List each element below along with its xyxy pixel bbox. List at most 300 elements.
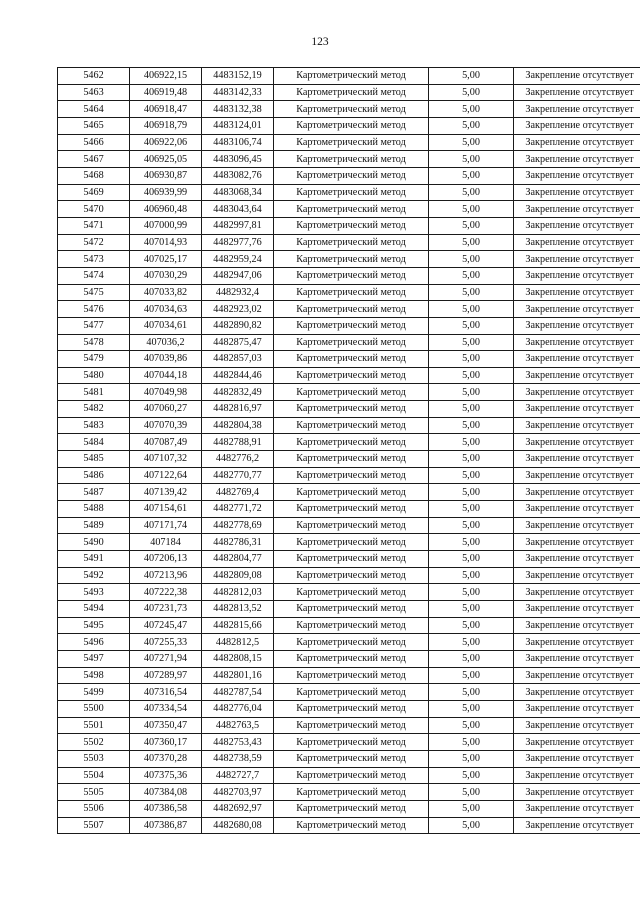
accuracy-cell: 5,00 [429, 68, 514, 85]
fixing-cell: Закрепление отсутствует [514, 367, 640, 384]
x-coordinate-cell: 407087,49 [130, 434, 202, 451]
x-coordinate-cell: 406919,48 [130, 84, 202, 101]
method-cell: Картометрический метод [274, 551, 429, 568]
y-coordinate-cell: 4482844,46 [202, 367, 274, 384]
point-number-cell: 5463 [58, 84, 130, 101]
y-coordinate-cell: 4482932,4 [202, 284, 274, 301]
x-coordinate-cell: 407289,97 [130, 667, 202, 684]
table-row [58, 767, 640, 784]
x-coordinate-cell: 407245,47 [130, 617, 202, 634]
method-cell: Картометрический метод [274, 817, 429, 834]
fixing-cell: Закрепление отсутствует [514, 251, 640, 268]
point-number-cell: 5501 [58, 717, 130, 734]
y-coordinate-cell: 4483132,38 [202, 101, 274, 118]
accuracy-cell: 5,00 [429, 800, 514, 817]
method-cell: Картометрический метод [274, 584, 429, 601]
point-number-cell: 5497 [58, 650, 130, 667]
table-row [58, 750, 640, 767]
table-row [58, 134, 640, 151]
x-coordinate-cell: 407139,42 [130, 484, 202, 501]
y-coordinate-cell: 4482776,2 [202, 451, 274, 468]
x-coordinate-cell: 407034,61 [130, 317, 202, 334]
x-coordinate-cell: 407370,28 [130, 750, 202, 767]
point-number-cell: 5475 [58, 284, 130, 301]
method-cell: Картометрический метод [274, 367, 429, 384]
method-cell: Картометрический метод [274, 617, 429, 634]
point-number-cell: 5483 [58, 417, 130, 434]
x-coordinate-cell: 407039,86 [130, 351, 202, 368]
point-number-cell: 5485 [58, 451, 130, 468]
y-coordinate-cell: 4482875,47 [202, 334, 274, 351]
point-number-cell: 5502 [58, 734, 130, 751]
accuracy-cell: 5,00 [429, 184, 514, 201]
y-coordinate-cell: 4482680,08 [202, 817, 274, 834]
y-coordinate-cell: 4482788,91 [202, 434, 274, 451]
point-number-cell: 5469 [58, 184, 130, 201]
accuracy-cell: 5,00 [429, 151, 514, 168]
x-coordinate-cell: 407044,18 [130, 367, 202, 384]
fixing-cell: Закрепление отсутствует [514, 467, 640, 484]
x-coordinate-cell: 406939,99 [130, 184, 202, 201]
table-row [58, 217, 640, 234]
table-row [58, 334, 640, 351]
y-coordinate-cell: 4482804,38 [202, 417, 274, 434]
y-coordinate-cell: 4482815,66 [202, 617, 274, 634]
x-coordinate-cell: 407154,61 [130, 501, 202, 518]
fixing-cell: Закрепление отсутствует [514, 700, 640, 717]
accuracy-cell: 5,00 [429, 784, 514, 801]
method-cell: Картометрический метод [274, 184, 429, 201]
table-row [58, 800, 640, 817]
accuracy-cell: 5,00 [429, 617, 514, 634]
fixing-cell: Закрепление отсутствует [514, 434, 640, 451]
x-coordinate-cell: 407375,36 [130, 767, 202, 784]
y-coordinate-cell: 4482738,59 [202, 750, 274, 767]
x-coordinate-cell: 407255,33 [130, 634, 202, 651]
accuracy-cell: 5,00 [429, 700, 514, 717]
method-cell: Картометрический метод [274, 117, 429, 134]
point-number-cell: 5494 [58, 601, 130, 618]
table-row [58, 584, 640, 601]
x-coordinate-cell: 407384,08 [130, 784, 202, 801]
point-number-cell: 5504 [58, 767, 130, 784]
accuracy-cell: 5,00 [429, 134, 514, 151]
fixing-cell: Закрепление отсутствует [514, 684, 640, 701]
y-coordinate-cell: 4483082,76 [202, 167, 274, 184]
point-number-cell: 5470 [58, 201, 130, 218]
fixing-cell: Закрепление отсутствует [514, 451, 640, 468]
x-coordinate-cell: 407030,29 [130, 267, 202, 284]
x-coordinate-cell: 407107,32 [130, 451, 202, 468]
accuracy-cell: 5,00 [429, 101, 514, 118]
accuracy-cell: 5,00 [429, 750, 514, 767]
method-cell: Картометрический метод [274, 717, 429, 734]
table-row [58, 501, 640, 518]
accuracy-cell: 5,00 [429, 251, 514, 268]
point-number-cell: 5500 [58, 700, 130, 717]
accuracy-cell: 5,00 [429, 401, 514, 418]
x-coordinate-cell: 407222,38 [130, 584, 202, 601]
accuracy-cell: 5,00 [429, 717, 514, 734]
table-row [58, 700, 640, 717]
point-number-cell: 5506 [58, 800, 130, 817]
method-cell: Картометрический метод [274, 151, 429, 168]
accuracy-cell: 5,00 [429, 417, 514, 434]
method-cell: Картометрический метод [274, 501, 429, 518]
table-row [58, 417, 640, 434]
method-cell: Картометрический метод [274, 401, 429, 418]
point-number-cell: 5507 [58, 817, 130, 834]
method-cell: Картометрический метод [274, 301, 429, 318]
y-coordinate-cell: 4482808,15 [202, 650, 274, 667]
table-row [58, 567, 640, 584]
coordinates-table-body [58, 68, 640, 834]
table-row [58, 517, 640, 534]
table-row [58, 301, 640, 318]
accuracy-cell: 5,00 [429, 467, 514, 484]
method-cell: Картометрический метод [274, 417, 429, 434]
fixing-cell: Закрепление отсутствует [514, 551, 640, 568]
fixing-cell: Закрепление отсутствует [514, 68, 640, 85]
table-row [58, 650, 640, 667]
fixing-cell: Закрепление отсутствует [514, 634, 640, 651]
point-number-cell: 5462 [58, 68, 130, 85]
point-number-cell: 5491 [58, 551, 130, 568]
y-coordinate-cell: 4482812,5 [202, 634, 274, 651]
y-coordinate-cell: 4482692,97 [202, 800, 274, 817]
table-row [58, 534, 640, 551]
method-cell: Картометрический метод [274, 650, 429, 667]
point-number-cell: 5471 [58, 217, 130, 234]
accuracy-cell: 5,00 [429, 734, 514, 751]
accuracy-cell: 5,00 [429, 301, 514, 318]
x-coordinate-cell: 406960,48 [130, 201, 202, 218]
fixing-cell: Закрепление отсутствует [514, 534, 640, 551]
accuracy-cell: 5,00 [429, 650, 514, 667]
point-number-cell: 5495 [58, 617, 130, 634]
method-cell: Картометрический метод [274, 284, 429, 301]
x-coordinate-cell: 406925,05 [130, 151, 202, 168]
accuracy-cell: 5,00 [429, 167, 514, 184]
method-cell: Картометрический метод [274, 251, 429, 268]
table-row [58, 667, 640, 684]
x-coordinate-cell: 407033,82 [130, 284, 202, 301]
method-cell: Картометрический метод [274, 101, 429, 118]
point-number-cell: 5480 [58, 367, 130, 384]
point-number-cell: 5499 [58, 684, 130, 701]
fixing-cell: Закрепление отсутствует [514, 401, 640, 418]
accuracy-cell: 5,00 [429, 767, 514, 784]
accuracy-cell: 5,00 [429, 601, 514, 618]
x-coordinate-cell: 406918,79 [130, 117, 202, 134]
fixing-cell: Закрепление отсутствует [514, 234, 640, 251]
y-coordinate-cell: 4482801,16 [202, 667, 274, 684]
accuracy-cell: 5,00 [429, 584, 514, 601]
accuracy-cell: 5,00 [429, 234, 514, 251]
y-coordinate-cell: 4482778,69 [202, 517, 274, 534]
point-number-cell: 5484 [58, 434, 130, 451]
table-row [58, 817, 640, 834]
point-number-cell: 5472 [58, 234, 130, 251]
fixing-cell: Закрепление отсутствует [514, 817, 640, 834]
fixing-cell: Закрепление отсутствует [514, 84, 640, 101]
method-cell: Картометрический метод [274, 317, 429, 334]
y-coordinate-cell: 4483068,34 [202, 184, 274, 201]
fixing-cell: Закрепление отсутствует [514, 734, 640, 751]
x-coordinate-cell: 407025,17 [130, 251, 202, 268]
table-row [58, 184, 640, 201]
point-number-cell: 5467 [58, 151, 130, 168]
method-cell: Картометрический метод [274, 567, 429, 584]
fixing-cell: Закрепление отсутствует [514, 667, 640, 684]
point-number-cell: 5489 [58, 517, 130, 534]
coordinates-table [57, 67, 640, 834]
x-coordinate-cell: 407184 [130, 534, 202, 551]
x-coordinate-cell: 407386,87 [130, 817, 202, 834]
fixing-cell: Закрепление отсутствует [514, 784, 640, 801]
point-number-cell: 5496 [58, 634, 130, 651]
y-coordinate-cell: 4482771,72 [202, 501, 274, 518]
y-coordinate-cell: 4483152,19 [202, 68, 274, 85]
fixing-cell: Закрепление отсутствует [514, 417, 640, 434]
point-number-cell: 5493 [58, 584, 130, 601]
table-row [58, 151, 640, 168]
table-row [58, 84, 640, 101]
y-coordinate-cell: 4483106,74 [202, 134, 274, 151]
page-number: 123 [311, 36, 329, 48]
accuracy-cell: 5,00 [429, 684, 514, 701]
y-coordinate-cell: 4482753,43 [202, 734, 274, 751]
point-number-cell: 5505 [58, 784, 130, 801]
y-coordinate-cell: 4482959,24 [202, 251, 274, 268]
fixing-cell: Закрепление отсутствует [514, 101, 640, 118]
point-number-cell: 5466 [58, 134, 130, 151]
x-coordinate-cell: 407036,2 [130, 334, 202, 351]
point-number-cell: 5482 [58, 401, 130, 418]
table-row [58, 601, 640, 618]
point-number-cell: 5477 [58, 317, 130, 334]
table-row [58, 201, 640, 218]
fixing-cell: Закрепление отсутствует [514, 517, 640, 534]
y-coordinate-cell: 4482923,02 [202, 301, 274, 318]
y-coordinate-cell: 4483043,64 [202, 201, 274, 218]
table-row [58, 684, 640, 701]
method-cell: Картометрический метод [274, 700, 429, 717]
x-coordinate-cell: 407034,63 [130, 301, 202, 318]
point-number-cell: 5464 [58, 101, 130, 118]
table-row [58, 617, 640, 634]
fixing-cell: Закрепление отсутствует [514, 617, 640, 634]
point-number-cell: 5476 [58, 301, 130, 318]
table-row [58, 434, 640, 451]
method-cell: Картометрический метод [274, 68, 429, 85]
point-number-cell: 5481 [58, 384, 130, 401]
y-coordinate-cell: 4482832,49 [202, 384, 274, 401]
x-coordinate-cell: 407049,98 [130, 384, 202, 401]
method-cell: Картометрический метод [274, 84, 429, 101]
point-number-cell: 5490 [58, 534, 130, 551]
point-number-cell: 5474 [58, 267, 130, 284]
x-coordinate-cell: 407386,58 [130, 800, 202, 817]
accuracy-cell: 5,00 [429, 201, 514, 218]
point-number-cell: 5492 [58, 567, 130, 584]
y-coordinate-cell: 4482816,97 [202, 401, 274, 418]
y-coordinate-cell: 4482857,03 [202, 351, 274, 368]
point-number-cell: 5465 [58, 117, 130, 134]
y-coordinate-cell: 4482769,4 [202, 484, 274, 501]
method-cell: Картометрический метод [274, 784, 429, 801]
fixing-cell: Закрепление отсутствует [514, 184, 640, 201]
method-cell: Картометрический метод [274, 201, 429, 218]
y-coordinate-cell: 4482947,06 [202, 267, 274, 284]
y-coordinate-cell: 4482786,31 [202, 534, 274, 551]
accuracy-cell: 5,00 [429, 367, 514, 384]
fixing-cell: Закрепление отсутствует [514, 800, 640, 817]
y-coordinate-cell: 4482727,7 [202, 767, 274, 784]
x-coordinate-cell: 407206,13 [130, 551, 202, 568]
fixing-cell: Закрепление отсутствует [514, 767, 640, 784]
point-number-cell: 5503 [58, 750, 130, 767]
method-cell: Картометрический метод [274, 167, 429, 184]
x-coordinate-cell: 407060,27 [130, 401, 202, 418]
x-coordinate-cell: 407316,54 [130, 684, 202, 701]
accuracy-cell: 5,00 [429, 384, 514, 401]
y-coordinate-cell: 4482804,77 [202, 551, 274, 568]
table-row [58, 401, 640, 418]
table-row [58, 717, 640, 734]
x-coordinate-cell: 407014,93 [130, 234, 202, 251]
fixing-cell: Закрепление отсутствует [514, 167, 640, 184]
fixing-cell: Закрепление отсутствует [514, 334, 640, 351]
table-row [58, 167, 640, 184]
x-coordinate-cell: 407334,54 [130, 700, 202, 717]
table-row [58, 267, 640, 284]
table-row [58, 484, 640, 501]
y-coordinate-cell: 4483124,01 [202, 117, 274, 134]
fixing-cell: Закрепление отсутствует [514, 267, 640, 284]
accuracy-cell: 5,00 [429, 284, 514, 301]
y-coordinate-cell: 4482787,54 [202, 684, 274, 701]
y-coordinate-cell: 4482763,5 [202, 717, 274, 734]
method-cell: Картометрический метод [274, 634, 429, 651]
fixing-cell: Закрепление отсутствует [514, 317, 640, 334]
point-number-cell: 5487 [58, 484, 130, 501]
method-cell: Картометрический метод [274, 534, 429, 551]
y-coordinate-cell: 4483096,45 [202, 151, 274, 168]
method-cell: Картометрический метод [274, 800, 429, 817]
accuracy-cell: 5,00 [429, 667, 514, 684]
fixing-cell: Закрепление отсутствует [514, 650, 640, 667]
x-coordinate-cell: 407350,47 [130, 717, 202, 734]
accuracy-cell: 5,00 [429, 334, 514, 351]
accuracy-cell: 5,00 [429, 634, 514, 651]
y-coordinate-cell: 4482977,76 [202, 234, 274, 251]
accuracy-cell: 5,00 [429, 351, 514, 368]
method-cell: Картометрический метод [274, 217, 429, 234]
y-coordinate-cell: 4482997,81 [202, 217, 274, 234]
point-number-cell: 5473 [58, 251, 130, 268]
table-row [58, 467, 640, 484]
table-row [58, 784, 640, 801]
accuracy-cell: 5,00 [429, 484, 514, 501]
fixing-cell: Закрепление отсутствует [514, 484, 640, 501]
fixing-cell: Закрепление отсутствует [514, 134, 640, 151]
method-cell: Картометрический метод [274, 734, 429, 751]
fixing-cell: Закрепление отсутствует [514, 217, 640, 234]
accuracy-cell: 5,00 [429, 817, 514, 834]
accuracy-cell: 5,00 [429, 567, 514, 584]
y-coordinate-cell: 4482703,97 [202, 784, 274, 801]
table-row [58, 284, 640, 301]
y-coordinate-cell: 4482813,52 [202, 601, 274, 618]
accuracy-cell: 5,00 [429, 501, 514, 518]
point-number-cell: 5478 [58, 334, 130, 351]
table-row [58, 634, 640, 651]
accuracy-cell: 5,00 [429, 534, 514, 551]
x-coordinate-cell: 407231,73 [130, 601, 202, 618]
x-coordinate-cell: 407360,17 [130, 734, 202, 751]
y-coordinate-cell: 4482890,82 [202, 317, 274, 334]
fixing-cell: Закрепление отсутствует [514, 117, 640, 134]
fixing-cell: Закрепление отсутствует [514, 301, 640, 318]
table-row [58, 68, 640, 85]
table-row [58, 317, 640, 334]
fixing-cell: Закрепление отсутствует [514, 717, 640, 734]
point-number-cell: 5498 [58, 667, 130, 684]
x-coordinate-cell: 407171,74 [130, 517, 202, 534]
method-cell: Картометрический метод [274, 434, 429, 451]
y-coordinate-cell: 4482812,03 [202, 584, 274, 601]
fixing-cell: Закрепление отсутствует [514, 351, 640, 368]
table-row [58, 551, 640, 568]
fixing-cell: Закрепление отсутствует [514, 601, 640, 618]
table-row [58, 351, 640, 368]
fixing-cell: Закрепление отсутствует [514, 284, 640, 301]
method-cell: Картометрический метод [274, 451, 429, 468]
accuracy-cell: 5,00 [429, 517, 514, 534]
accuracy-cell: 5,00 [429, 434, 514, 451]
x-coordinate-cell: 406930,87 [130, 167, 202, 184]
method-cell: Картометрический метод [274, 667, 429, 684]
y-coordinate-cell: 4482809,08 [202, 567, 274, 584]
method-cell: Картометрический метод [274, 767, 429, 784]
x-coordinate-cell: 407122,64 [130, 467, 202, 484]
x-coordinate-cell: 407271,94 [130, 650, 202, 667]
fixing-cell: Закрепление отсутствует [514, 151, 640, 168]
point-number-cell: 5468 [58, 167, 130, 184]
table-row [58, 384, 640, 401]
accuracy-cell: 5,00 [429, 317, 514, 334]
fixing-cell: Закрепление отсутствует [514, 201, 640, 218]
x-coordinate-cell: 406922,06 [130, 134, 202, 151]
point-number-cell: 5486 [58, 467, 130, 484]
accuracy-cell: 5,00 [429, 551, 514, 568]
method-cell: Картометрический метод [274, 517, 429, 534]
accuracy-cell: 5,00 [429, 267, 514, 284]
method-cell: Картометрический метод [274, 267, 429, 284]
method-cell: Картометрический метод [274, 134, 429, 151]
table-row [58, 451, 640, 468]
table-row [58, 734, 640, 751]
method-cell: Картометрический метод [274, 750, 429, 767]
fixing-cell: Закрепление отсутствует [514, 567, 640, 584]
accuracy-cell: 5,00 [429, 451, 514, 468]
method-cell: Картометрический метод [274, 484, 429, 501]
table-row [58, 101, 640, 118]
table-row [58, 234, 640, 251]
x-coordinate-cell: 407213,96 [130, 567, 202, 584]
table-row [58, 117, 640, 134]
